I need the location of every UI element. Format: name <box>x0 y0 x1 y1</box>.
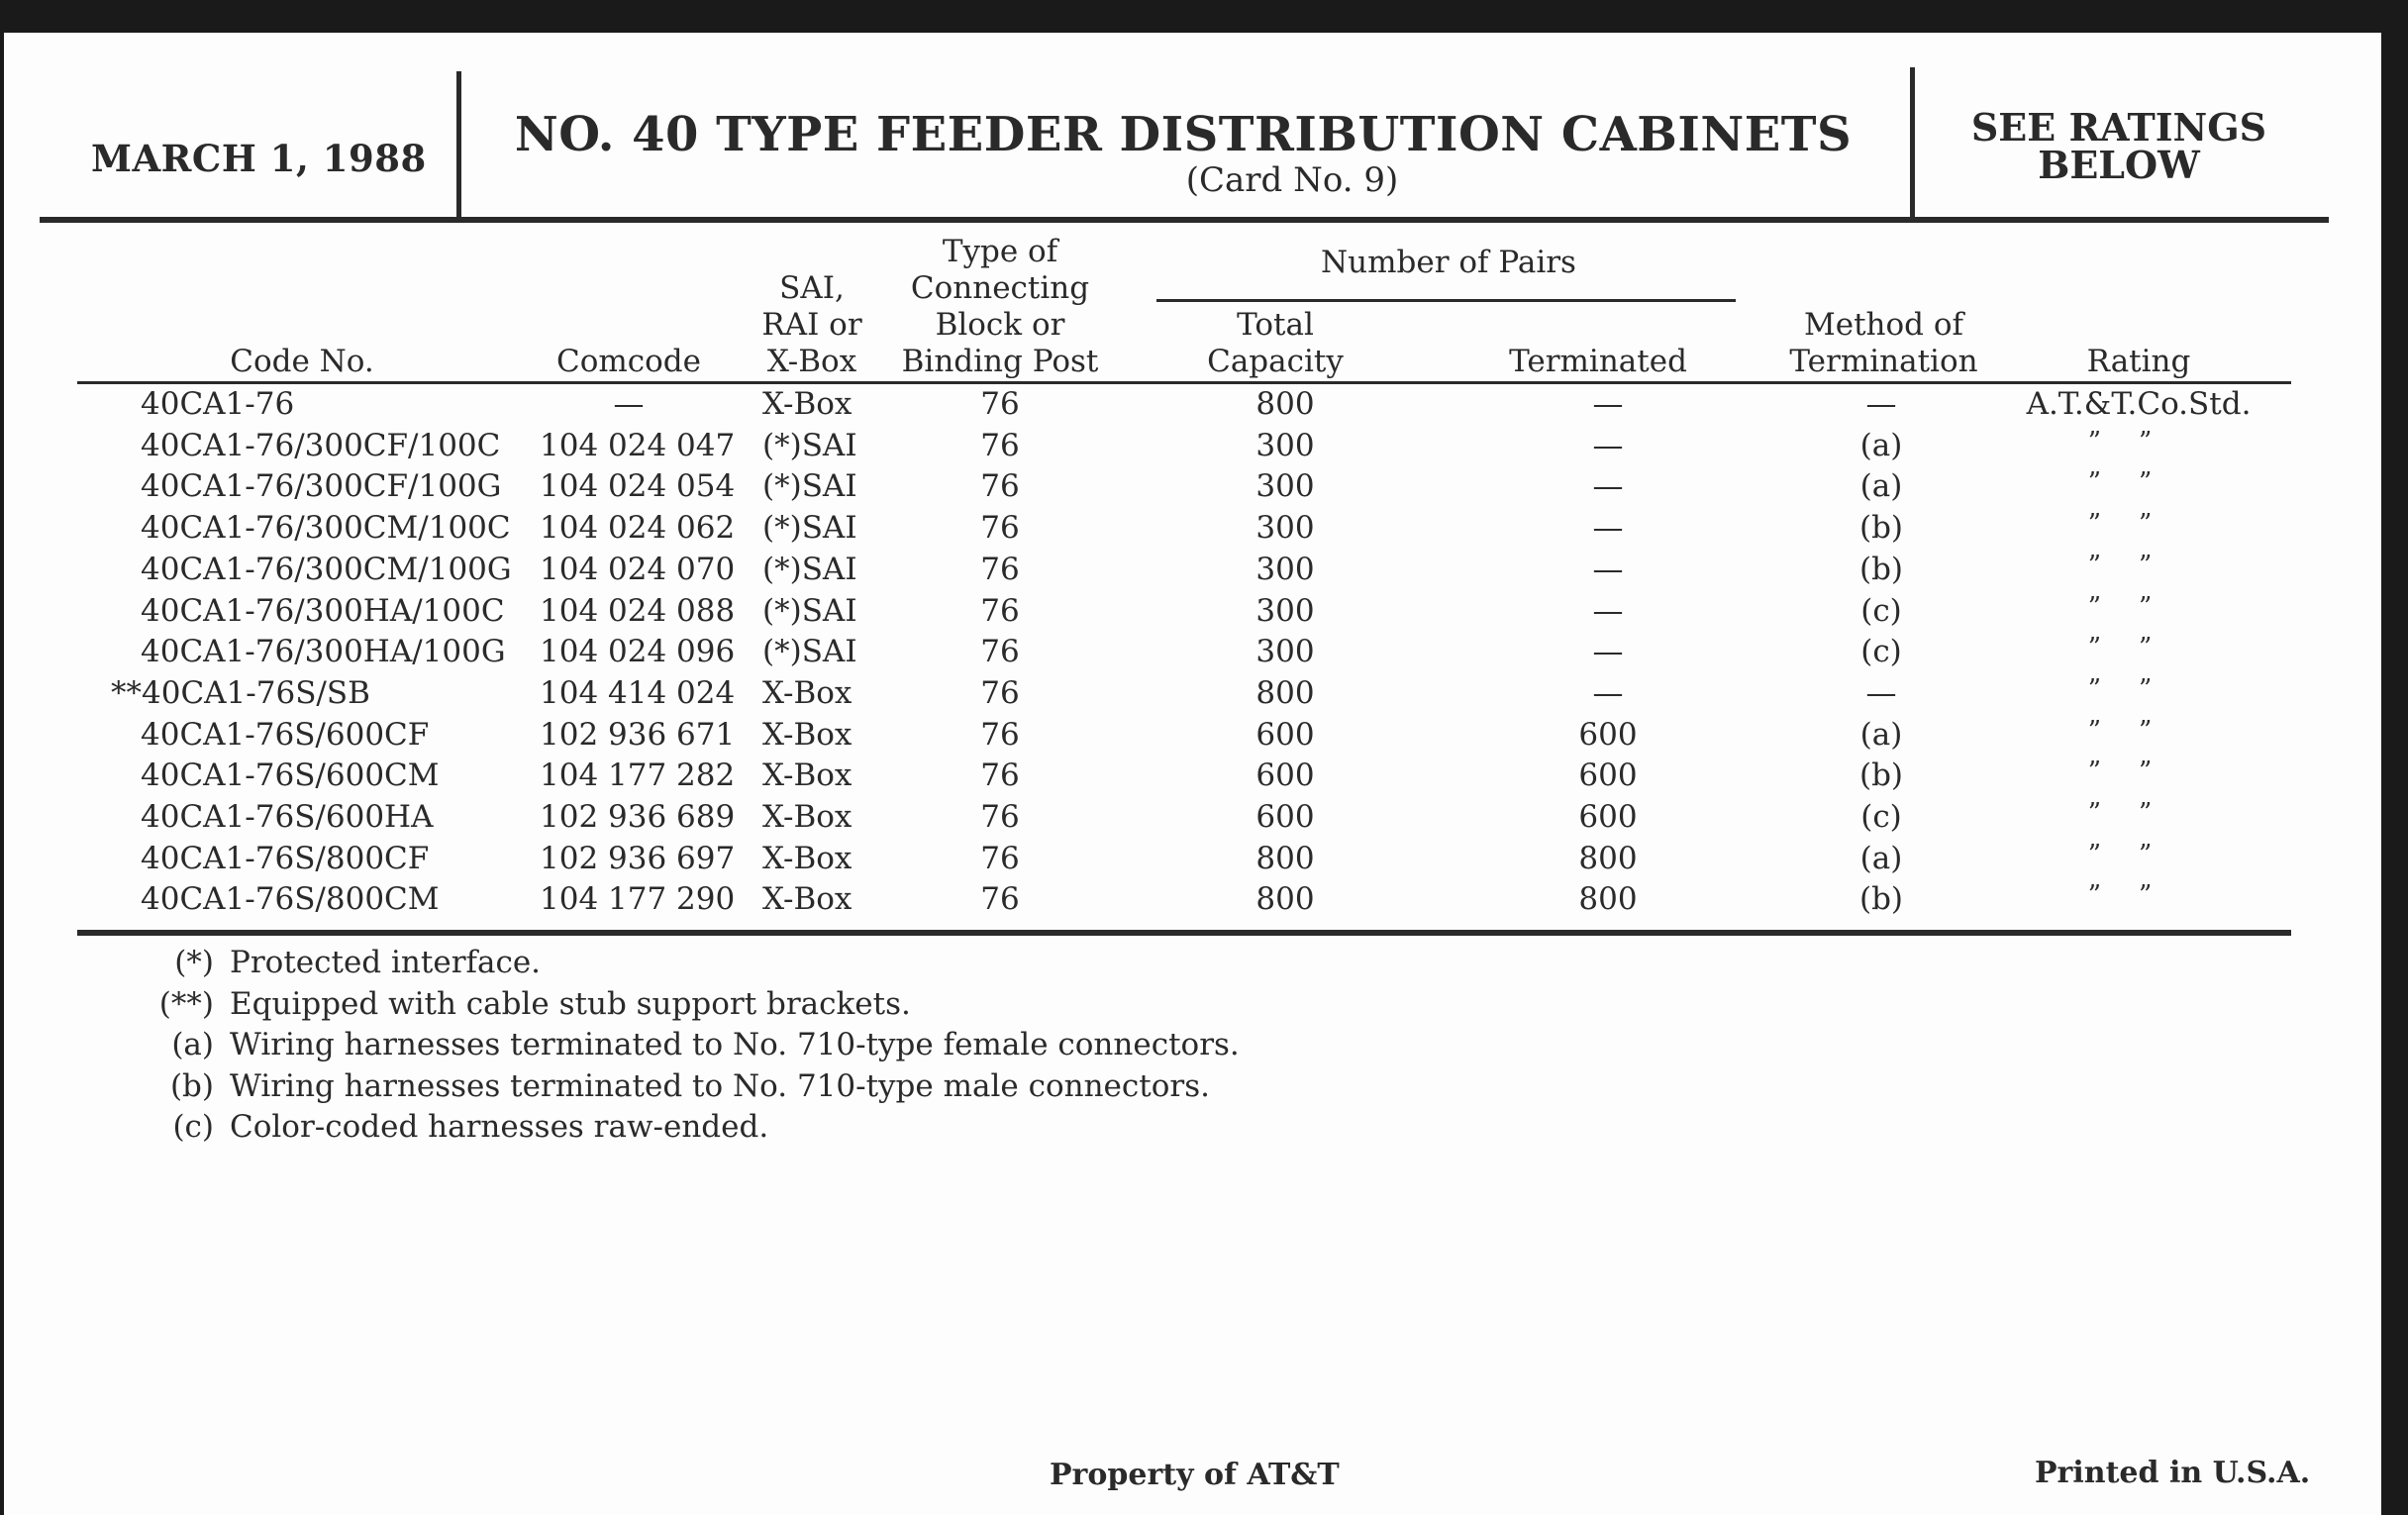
sai-cell: X-Box <box>762 799 853 835</box>
sai-cell: X-Box <box>762 840 853 876</box>
col-header-type <box>896 234 1104 380</box>
terminated-cell: 800 <box>1578 840 1638 876</box>
table-row <box>0 632 2376 672</box>
col-header-method-l1: Method of <box>1803 307 1963 343</box>
footnote-text: Wiring harnesses terminated to No. 710-type female connectors. <box>230 1027 1240 1062</box>
code-cell <box>141 508 511 549</box>
total-capacity-cell: 600 <box>1255 758 1315 794</box>
method-cell: (b) <box>1858 758 1904 794</box>
total-capacity-cell: 600 <box>1255 799 1315 835</box>
sai-cell: X-Box <box>762 386 853 422</box>
property-notice: Property of AT&T <box>1050 1458 1340 1492</box>
connecting-type-cell: 76 <box>980 840 1020 876</box>
comcode-cell: 104 024 088 <box>540 592 736 629</box>
table-row <box>0 756 2376 796</box>
col-header-type-l1: Type of <box>942 234 1058 269</box>
terminated-cell: — <box>1592 510 1624 547</box>
table-row <box>0 508 2376 549</box>
col-header-pairs-text: Number of Pairs <box>1321 245 1576 280</box>
rating-cell: ”” <box>2087 633 2190 663</box>
code-text: 40CA1-76S/600CM <box>141 758 440 794</box>
method-cell: — <box>1865 674 1897 711</box>
code-text: 40CA1-76S/800CM <box>141 881 440 918</box>
table-row <box>0 715 2376 756</box>
method-cell: (c) <box>1860 799 1902 835</box>
connecting-type-cell: 76 <box>980 468 1020 505</box>
card-number: (Card No. 9) <box>1185 160 1399 200</box>
comcode-cell: — <box>613 386 645 422</box>
connecting-type-cell: 76 <box>980 674 1020 711</box>
method-cell: (c) <box>1860 592 1902 629</box>
rating-cell: ”” <box>2087 839 2190 869</box>
col-header-code-text: Code No. <box>230 344 374 379</box>
code-text: 40CA1-76S/600HA <box>141 799 434 835</box>
method-cell: (b) <box>1858 881 1904 918</box>
total-capacity-cell: 600 <box>1255 716 1315 753</box>
total-capacity-cell: 800 <box>1255 881 1315 918</box>
method-cell: — <box>1865 386 1897 422</box>
total-capacity-cell: 300 <box>1255 468 1315 505</box>
comcode-cell: 104 177 282 <box>540 758 736 794</box>
total-capacity-cell: 300 <box>1255 510 1315 547</box>
sai-cell: X-Box <box>762 674 853 711</box>
col-header-capacity-l1: Total <box>1237 307 1314 343</box>
col-header-sai-l3: X-Box <box>766 344 857 379</box>
sai-cell: X-Box <box>762 716 853 753</box>
header-rule <box>40 217 2329 223</box>
comcode-cell: 102 936 689 <box>540 799 736 835</box>
sai-cell: (*)SAI <box>762 551 857 587</box>
footnote <box>129 1025 1240 1066</box>
table-row <box>0 384 2376 425</box>
col-header-type-l2: Connecting <box>910 270 1090 306</box>
code-cell <box>141 715 429 756</box>
terminated-cell: 600 <box>1578 799 1638 835</box>
table-bottom-rule <box>77 930 2291 936</box>
page-title-block <box>465 107 1901 198</box>
comcode-cell: 104 024 062 <box>540 510 736 547</box>
col-header-comcode <box>554 344 703 380</box>
header-divider-left <box>456 71 461 222</box>
code-prefix: ** <box>111 674 142 711</box>
method-cell: (a) <box>1859 840 1903 876</box>
rating-cell: ”” <box>2087 715 2190 746</box>
connecting-type-cell: 76 <box>980 758 1020 794</box>
printed-notice: Printed in U.S.A. <box>2035 1456 2311 1490</box>
terminated-cell: — <box>1592 634 1624 670</box>
footnotes <box>129 943 1240 1149</box>
comcode-cell: 104 024 054 <box>540 468 736 505</box>
code-text: 40CA1-76/300HA/100C <box>141 592 505 629</box>
rating-cell: ”” <box>2087 673 2190 704</box>
footnote <box>129 984 1240 1026</box>
code-cell <box>141 839 429 879</box>
col-header-code <box>198 344 406 380</box>
col-header-type-l4: Binding Post <box>901 344 1099 379</box>
comcode-cell: 104 024 047 <box>540 427 736 463</box>
col-header-type-l3: Block or <box>935 307 1065 343</box>
code-cell <box>141 879 440 920</box>
issue-date: MARCH 1, 1988 <box>91 137 427 180</box>
code-cell <box>141 632 506 672</box>
col-header-sai <box>748 270 876 380</box>
rating-cell: A.T.&T.Co.Std. <box>2026 386 2252 422</box>
footnote-text: Protected interface. <box>230 945 542 980</box>
col-header-capacity <box>1196 307 1354 380</box>
col-header-method <box>1782 307 1985 380</box>
rating-cell: ”” <box>2087 509 2190 540</box>
table-row <box>0 591 2376 632</box>
col-header-comcode-text: Comcode <box>556 344 701 379</box>
code-text: 40CA1-76/300HA/100G <box>141 634 506 670</box>
connecting-type-cell: 76 <box>980 386 1020 422</box>
rating-cell: ”” <box>2087 757 2190 787</box>
comcode-cell: 104 024 096 <box>540 634 736 670</box>
terminated-cell: — <box>1592 427 1624 463</box>
code-cell <box>111 673 370 714</box>
col-header-number-of-pairs <box>1156 245 1741 281</box>
total-capacity-cell: 300 <box>1255 592 1315 629</box>
rating-cell: ”” <box>2087 880 2190 911</box>
footnote-marker: (c) <box>172 1109 214 1145</box>
table-row <box>0 879 2376 920</box>
connecting-type-cell: 76 <box>980 510 1020 547</box>
terminated-cell: — <box>1592 386 1624 422</box>
table-row <box>0 797 2376 838</box>
table-row <box>0 426 2376 466</box>
sai-cell: (*)SAI <box>762 634 857 670</box>
ratings-note <box>1921 105 2317 187</box>
code-text: 40CA1-76/300CM/100C <box>141 510 511 547</box>
footnote-marker: (**) <box>158 985 214 1022</box>
terminated-cell: — <box>1592 592 1624 629</box>
code-text: 40CA1-76/300CF/100C <box>141 427 501 463</box>
rating-cell: ”” <box>2087 798 2190 828</box>
col-header-rating-text: Rating <box>2086 344 2191 379</box>
col-header-sai-l1: SAI, <box>779 270 845 306</box>
connecting-type-cell: 76 <box>980 634 1020 670</box>
col-header-rating <box>2069 344 2208 380</box>
code-text: 40CA1-76S/SB <box>142 674 370 711</box>
code-text: 40CA1-76/300CF/100G <box>141 468 502 505</box>
ratings-note-line2: BELOW <box>2038 143 2200 187</box>
method-cell: (b) <box>1858 551 1904 587</box>
table-row <box>0 550 2376 590</box>
method-cell: (a) <box>1859 427 1903 463</box>
total-capacity-cell: 800 <box>1255 386 1315 422</box>
comcode-cell: 102 936 697 <box>540 840 736 876</box>
code-text: 40CA1-76S/800CF <box>141 840 430 876</box>
pairs-group-rule <box>1156 299 1736 302</box>
col-header-method-l2: Termination <box>1789 344 1978 379</box>
total-capacity-cell: 300 <box>1255 427 1315 463</box>
comcode-cell: 104 177 290 <box>540 881 736 918</box>
rating-cell: ”” <box>2087 591 2190 622</box>
rating-cell: ”” <box>2087 426 2190 456</box>
sai-cell: (*)SAI <box>762 510 857 547</box>
footnote-marker: (a) <box>171 1027 214 1062</box>
terminated-cell: 600 <box>1578 758 1638 794</box>
table-row <box>0 673 2376 714</box>
page-title: NO. 40 TYPE FEEDER DISTRIBUTION CABINETS <box>514 107 1853 162</box>
method-cell: (a) <box>1859 716 1903 753</box>
connecting-type-cell: 76 <box>980 799 1020 835</box>
connecting-type-cell: 76 <box>980 716 1020 753</box>
code-cell <box>141 466 501 507</box>
code-cell <box>141 797 433 838</box>
footnote <box>129 943 1240 984</box>
footnote-text: Color-coded harnesses raw-ended. <box>230 1109 769 1145</box>
terminated-cell: 600 <box>1578 716 1638 753</box>
footnote <box>129 1107 1240 1149</box>
sai-cell: X-Box <box>762 758 853 794</box>
terminated-cell: — <box>1592 468 1624 505</box>
code-text: 40CA1-76/300CM/100G <box>141 551 512 587</box>
sai-cell: (*)SAI <box>762 468 857 505</box>
col-header-capacity-l2: Capacity <box>1207 344 1344 379</box>
total-capacity-cell: 800 <box>1255 840 1315 876</box>
sai-cell: (*)SAI <box>762 592 857 629</box>
footnote <box>129 1066 1240 1108</box>
col-header-terminated-text: Terminated <box>1509 344 1687 379</box>
code-text: 40CA1-76S/600CF <box>141 716 430 753</box>
comcode-cell: 104 414 024 <box>540 674 736 711</box>
footnote-text: Equipped with cable stub support brackets. <box>230 985 911 1022</box>
code-cell <box>141 426 500 466</box>
code-cell <box>141 591 505 632</box>
terminated-cell: 800 <box>1578 881 1638 918</box>
total-capacity-cell: 300 <box>1255 634 1315 670</box>
footnote-text: Wiring harnesses terminated to No. 710-type male connectors. <box>230 1067 1210 1104</box>
col-header-sai-l2: RAI or <box>761 307 862 343</box>
code-cell <box>141 756 440 796</box>
terminated-cell: — <box>1592 551 1624 587</box>
rating-cell: ”” <box>2087 550 2190 580</box>
method-cell: (c) <box>1860 634 1902 670</box>
sai-cell: (*)SAI <box>762 427 857 463</box>
rating-cell: ”” <box>2087 467 2190 498</box>
total-capacity-cell: 300 <box>1255 551 1315 587</box>
table-row <box>0 466 2376 507</box>
footnote-marker: (*) <box>174 945 214 980</box>
ratings-note-line1: SEE RATINGS <box>1970 105 2267 150</box>
code-cell <box>141 384 294 425</box>
sai-cell: X-Box <box>762 881 853 918</box>
connecting-type-cell: 76 <box>980 592 1020 629</box>
col-header-terminated <box>1499 344 1697 380</box>
method-cell: (a) <box>1859 468 1903 505</box>
table-row <box>0 839 2376 879</box>
code-cell <box>141 550 512 590</box>
connecting-type-cell: 76 <box>980 551 1020 587</box>
terminated-cell: — <box>1592 674 1624 711</box>
header-divider-right <box>1910 67 1915 218</box>
total-capacity-cell: 800 <box>1255 674 1315 711</box>
comcode-cell: 102 936 671 <box>540 716 736 753</box>
connecting-type-cell: 76 <box>980 427 1020 463</box>
code-text: 40CA1-76 <box>141 386 295 422</box>
method-cell: (b) <box>1858 510 1904 547</box>
connecting-type-cell: 76 <box>980 881 1020 918</box>
footnote-marker: (b) <box>169 1067 214 1104</box>
comcode-cell: 104 024 070 <box>540 551 736 587</box>
